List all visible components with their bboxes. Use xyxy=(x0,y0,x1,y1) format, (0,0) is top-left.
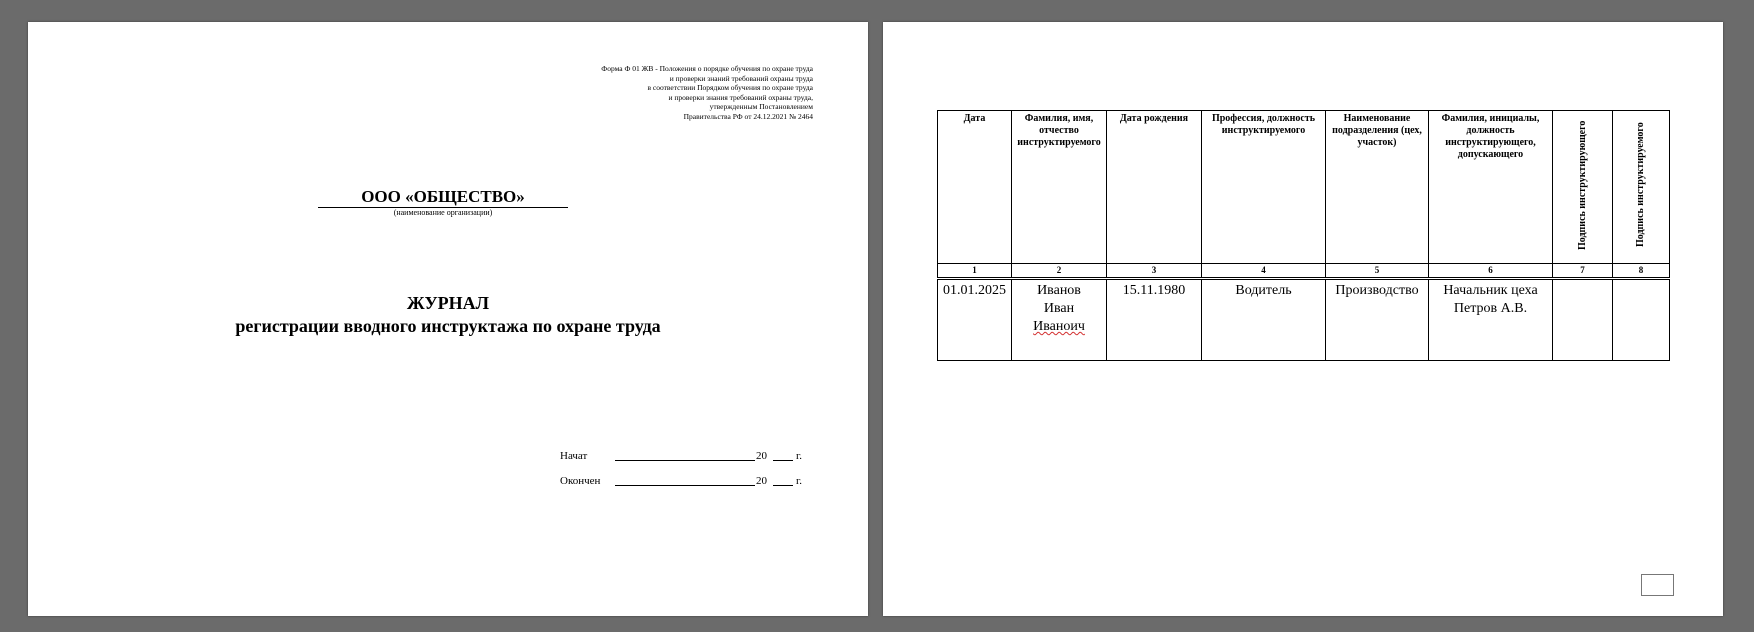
journal-title-line2: регистрации вводного инструктажа по охране труда xyxy=(235,316,661,336)
page-register-table xyxy=(883,22,1723,616)
form-note-line: Правительства РФ от 24.12.2021 № 2464 xyxy=(683,111,813,121)
header-sign-instructor-cell xyxy=(1553,111,1613,264)
column-number: 5 xyxy=(1326,264,1429,279)
ended-label: Окончен xyxy=(560,475,601,487)
header-birth-date: Дата рождения xyxy=(1107,111,1202,264)
journal-title-line1: ЖУРНАЛ xyxy=(406,293,490,313)
page-cover xyxy=(28,22,868,616)
started-year-line xyxy=(773,460,793,461)
header-sign-instructed: Подпись инструктируемого xyxy=(1635,122,1646,248)
organization-name: ООО «ОБЩЕСТВО» xyxy=(318,186,568,208)
header-department: Наименование подразделения (цех, участок) xyxy=(1326,111,1429,264)
ended-date-line xyxy=(615,485,755,486)
organization-block xyxy=(318,186,568,217)
name-line-misspelled: Иваноич xyxy=(1033,319,1085,334)
form-reference-note xyxy=(483,64,813,122)
cell-full-name[interactable] xyxy=(1012,279,1107,361)
table-header-row xyxy=(938,111,1670,264)
column-number: 7 xyxy=(1553,264,1613,279)
started-year-suffix: г. xyxy=(796,450,803,462)
cell-instructor[interactable] xyxy=(1429,279,1553,361)
cell-profession[interactable]: Водитель xyxy=(1202,279,1326,361)
header-profession: Профессия, должность инструктируемого xyxy=(1202,111,1326,264)
header-full-name: Фамилия, имя, отчество инструктируемого xyxy=(1012,111,1107,264)
column-number: 2 xyxy=(1012,264,1107,279)
ended-year-prefix: 20 xyxy=(756,475,767,487)
column-number: 8 xyxy=(1613,264,1670,279)
ended-year-line xyxy=(773,485,793,486)
organization-caption: (наименование организации) xyxy=(393,208,493,217)
header-sign-instructor: Подпись инструктирующего xyxy=(1576,120,1588,250)
header-instructor: Фамилия, инициалы, должность инструктирующего, допускающего xyxy=(1429,111,1553,264)
cell-sign-instructor[interactable] xyxy=(1553,279,1613,361)
cell-sign-instructed[interactable] xyxy=(1613,279,1670,361)
form-note-line: в соответствии Порядком обучения по охране труда xyxy=(647,83,813,93)
table-number-row xyxy=(938,264,1670,279)
form-note-line: и проверки знаний требований охраны труда xyxy=(669,73,813,83)
column-number: 1 xyxy=(938,264,1012,279)
header-date: Дата xyxy=(938,111,1012,264)
page-number-box xyxy=(1641,574,1674,596)
form-note-line: Форма Ф 01 ЖВ - Положения о порядке обучения по охране труда xyxy=(601,64,813,73)
form-note-line: утвержденным Постановлением xyxy=(709,102,813,112)
started-label: Начат xyxy=(560,450,588,462)
started-date-line xyxy=(615,460,755,461)
cell-department[interactable]: Производство xyxy=(1326,279,1429,361)
journal-table xyxy=(937,110,1670,361)
form-note-line: и проверки знания требований охраны труда, xyxy=(668,92,813,102)
started-year-prefix: 20 xyxy=(756,450,767,462)
column-number: 6 xyxy=(1429,264,1553,279)
ended-year-suffix: г. xyxy=(796,475,803,487)
cell-date[interactable]: 01.01.2025 xyxy=(938,279,1012,361)
cell-birth-date[interactable]: 15.11.1980 xyxy=(1107,279,1202,361)
instructor-line: Петров А.В. xyxy=(1453,301,1528,316)
instructor-line: Начальник цеха xyxy=(1443,283,1538,298)
column-number: 4 xyxy=(1202,264,1326,279)
name-line: Иванов xyxy=(1037,283,1081,298)
name-line: Иван xyxy=(1043,301,1075,316)
column-number: 3 xyxy=(1107,264,1202,279)
journal-title xyxy=(28,292,868,338)
header-sign-instructed-cell xyxy=(1613,111,1670,264)
table-row xyxy=(938,279,1670,361)
